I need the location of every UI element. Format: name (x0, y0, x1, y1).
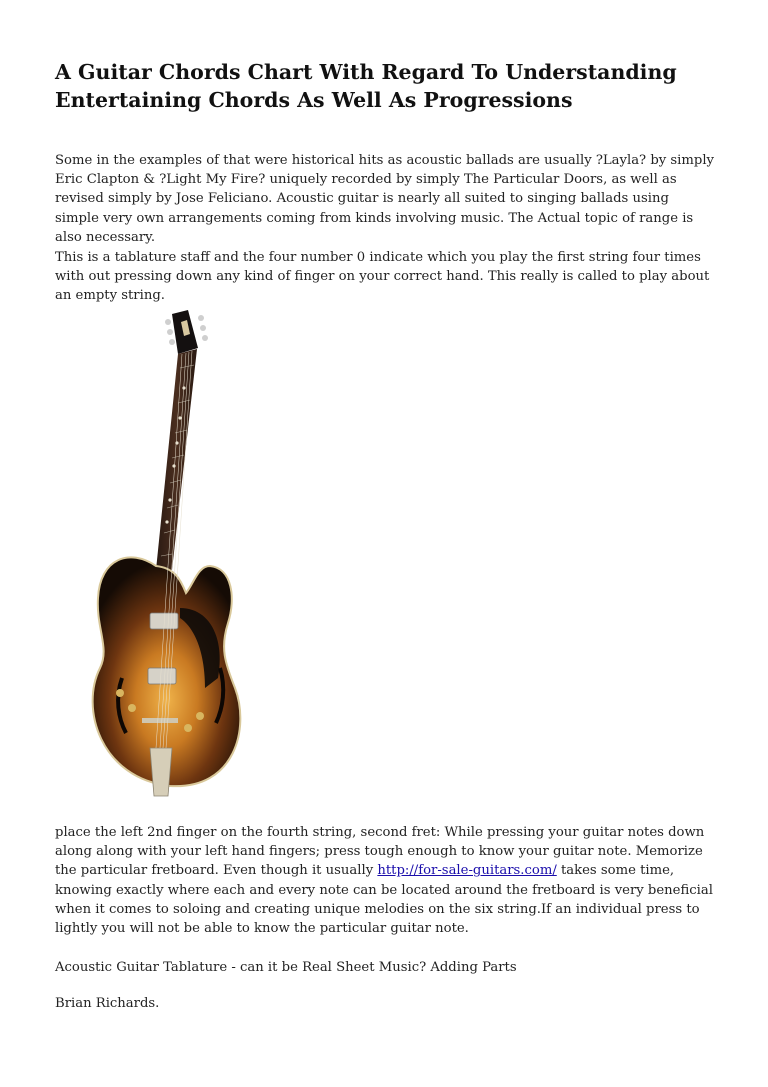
paragraph-1: Some in the examples of that were historical hits as acoustic ballads are usually ?Layla? by simply Eric Clapton & ?Light My Fire? uniquely recorded by simply The Particular Doors, as well as revised simply by Jose Feliciano. Acoustic guitar is nearly all suited to singing ballads using simple very own arrangements coming from kinds involving music. The Actual topic of range is also necessary. (55, 153, 715, 245)
document-page (55, 58, 715, 1011)
paragraph-3-text-end: takes some time, knowing exactly where each and every note can be located around the fretboard is very beneficial when it comes to soloing and creating unique melodies on the six string.If an individual press to lightly you will not be able to know the particular guitar note. (55, 863, 713, 937)
author-name: Brian Richards. (55, 996, 160, 1011)
title-line-2: Entertaining Chords As Well As Progressions (55, 88, 573, 112)
guitar-image (60, 308, 245, 803)
paragraph-2: This is a tablature staff and the four number 0 indicate which you play the first string four times with out pressing down any kind of finger on your correct hand. This really is called to play about an empty string. (55, 250, 710, 304)
paragraph-3-text-start: place the left 2nd finger on the fourth string, second fret: While pressing your guitar notes down along along with your left hand fingers; press tough enough to know your guitar note. Memorize the particular fretboard. Even though it usually (55, 825, 705, 879)
paragraph-4: Acoustic Guitar Tablature - can it be Real Sheet Music? Adding Parts (55, 960, 517, 975)
paragraph-3 (55, 823, 715, 938)
article-title (55, 58, 715, 114)
guitar-illustration (60, 308, 245, 803)
title-line-1: A Guitar Chords Chart With Regard To Understanding (55, 60, 677, 84)
for-sale-guitars-link[interactable]: http://for-sale-guitars.com/ (377, 863, 557, 879)
